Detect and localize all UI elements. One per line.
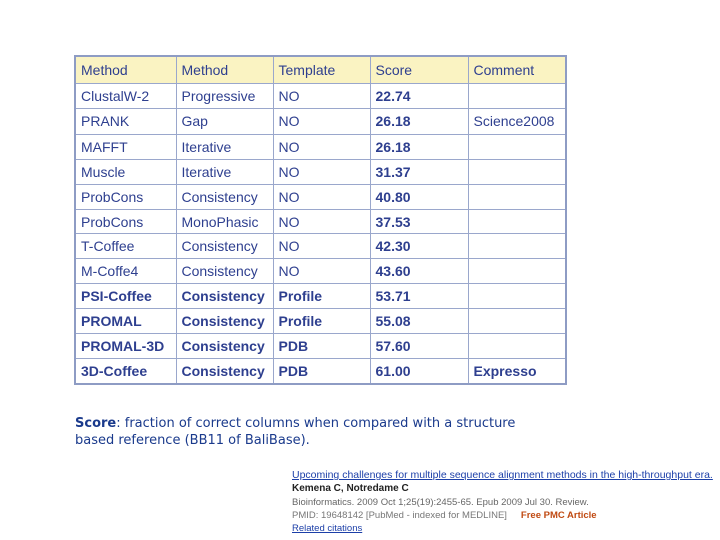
cell-method-type: Consistency (176, 309, 273, 334)
score-caption (75, 415, 555, 449)
citation-block (292, 469, 716, 536)
score-definition: : fraction of correct columns when compared with a structure based reference (BB11 of BaliBase). (75, 416, 516, 448)
cell-method-type: Consistency (176, 358, 273, 383)
cell-comment (468, 84, 566, 109)
cell-method: PROMAL (75, 309, 176, 334)
cell-comment (468, 209, 566, 234)
cell-comment (468, 234, 566, 259)
cell-score: 31.37 (370, 159, 468, 184)
citation-pmid-line (292, 510, 716, 523)
table-row (75, 358, 566, 383)
cell-template: PDB (273, 358, 370, 383)
cell-method: PRANK (75, 108, 176, 134)
cell-template: NO (273, 209, 370, 234)
related-citations-link[interactable]: Related citations (292, 523, 363, 534)
cell-score: 26.18 (370, 108, 468, 134)
table-row (75, 84, 566, 109)
cell-method: 3D-Coffee (75, 358, 176, 383)
cell-method-type: Iterative (176, 159, 273, 184)
cell-score: 61.00 (370, 358, 468, 383)
cell-method: MAFFT (75, 134, 176, 159)
cell-comment (468, 184, 566, 209)
methods-table-body (75, 56, 566, 384)
cell-template: NO (273, 259, 370, 284)
cell-method: PSI-Coffee (75, 284, 176, 309)
cell-score: 40.80 (370, 184, 468, 209)
cell-comment (468, 259, 566, 284)
cell-template: PDB (273, 334, 370, 359)
cell-method-type: MonoPhasic (176, 209, 273, 234)
cell-method-type: Consistency (176, 259, 273, 284)
score-term: Score (75, 416, 117, 431)
table-row (75, 108, 566, 134)
table-row (75, 284, 566, 309)
citation-authors: Kemena C, Notredame C (292, 483, 409, 494)
cell-method: ClustalW-2 (75, 84, 176, 109)
cell-method: Muscle (75, 159, 176, 184)
table-row (75, 184, 566, 209)
cell-score: 37.53 (370, 209, 468, 234)
citation-title-link[interactable]: Upcoming challenges for multiple sequence alignment methods in the high-throughput era. (292, 469, 713, 481)
cell-template: NO (273, 108, 370, 134)
cell-comment (468, 309, 566, 334)
cell-method-type: Consistency (176, 234, 273, 259)
cell-template: NO (273, 159, 370, 184)
cell-template: Profile (273, 309, 370, 334)
cell-method: PROMAL-3D (75, 334, 176, 359)
table-row (75, 234, 566, 259)
cell-method-type: Iterative (176, 134, 273, 159)
table-row (75, 334, 566, 359)
cell-method-type: Consistency (176, 184, 273, 209)
citation-journal: Bioinformatics. 2009 Oct 1;25(19):2455-65. Epub 2009 Jul 30. Review. (292, 497, 589, 508)
cell-comment: Science2008 (468, 108, 566, 134)
cell-method: ProbCons (75, 209, 176, 234)
header-cell-method-type: Method (176, 56, 273, 84)
methods-table (74, 55, 567, 385)
cell-template: NO (273, 134, 370, 159)
cell-template: Profile (273, 284, 370, 309)
cell-score: 55.08 (370, 309, 468, 334)
cell-method-type: Consistency (176, 334, 273, 359)
header-cell-comment: Comment (468, 56, 566, 84)
header-cell-score: Score (370, 56, 468, 84)
cell-method: ProbCons (75, 184, 176, 209)
header-cell-template: Template (273, 56, 370, 84)
cell-score: 26.18 (370, 134, 468, 159)
cell-template: NO (273, 234, 370, 259)
cell-template: NO (273, 184, 370, 209)
cell-comment (468, 134, 566, 159)
cell-comment (468, 334, 566, 359)
cell-score: 42.30 (370, 234, 468, 259)
table-row (75, 134, 566, 159)
cell-comment (468, 284, 566, 309)
cell-method: T-Coffee (75, 234, 176, 259)
cell-method: M-Coffe4 (75, 259, 176, 284)
cell-template: NO (273, 84, 370, 109)
cell-score: 57.60 (370, 334, 468, 359)
cell-method-type: Progressive (176, 84, 273, 109)
cell-score: 53.71 (370, 284, 468, 309)
table-row (75, 309, 566, 334)
free-pmc-article-link[interactable]: Free PMC Article (520, 510, 597, 521)
table-row (75, 259, 566, 284)
table-header-row (75, 56, 566, 84)
cell-comment: Expresso (468, 358, 566, 383)
cell-method-type: Consistency (176, 284, 273, 309)
cell-score: 43.60 (370, 259, 468, 284)
cell-method-type: Gap (176, 108, 273, 134)
header-cell-method: Method (75, 56, 176, 84)
table-row (75, 159, 566, 184)
table-row (75, 209, 566, 234)
cell-score: 22.74 (370, 84, 468, 109)
cell-comment (468, 159, 566, 184)
citation-pmid: PMID: 19648142 [PubMed - indexed for MEDLINE] (292, 510, 507, 521)
